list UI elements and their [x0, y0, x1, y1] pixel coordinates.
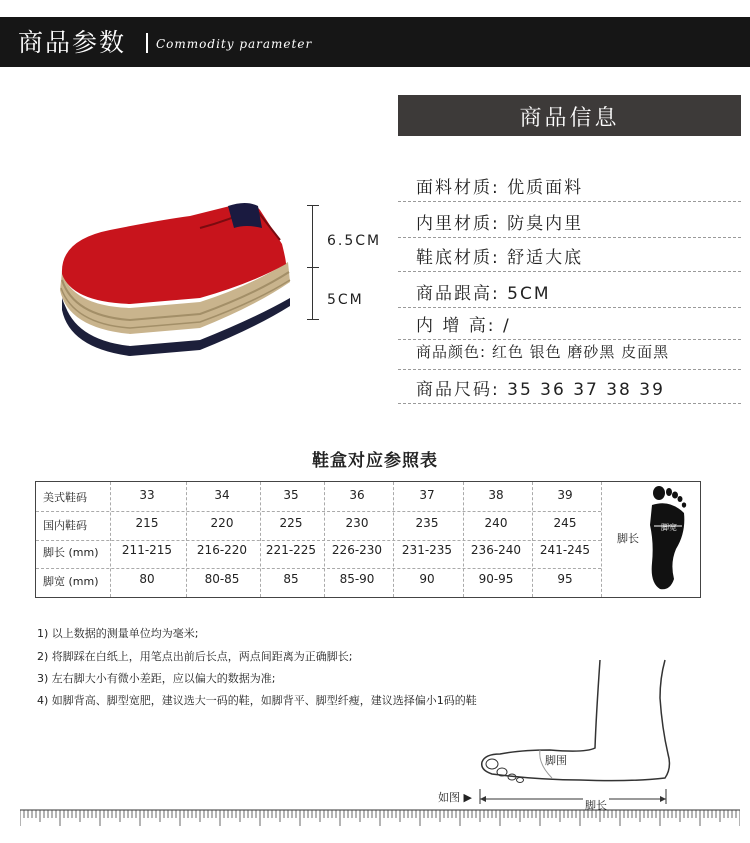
header-title: 商品参数 [18, 28, 127, 57]
size-cell: 211-215 [121, 543, 173, 557]
info-row-text: 商品颜色: 红色 银色 磨砂黑 皮面黑 [416, 343, 670, 361]
info-row [398, 372, 741, 404]
size-cell: 80 [139, 572, 155, 586]
size-cell: 230 [345, 516, 369, 530]
header-divider [146, 33, 148, 53]
size-row-label: 脚长 (mm) [43, 546, 99, 559]
sole-height-label: 5CM [327, 292, 364, 308]
info-row-text: 内里材质: 防臭内里 [416, 214, 584, 234]
size-table-cells [35, 481, 699, 596]
size-cell: 34 [214, 488, 230, 502]
size-cell: 235 [415, 516, 439, 530]
size-cell: 226-230 [331, 543, 383, 557]
info-row-text: 商品尺码: 35 36 37 38 39 [416, 380, 665, 400]
note-item: 2) 将脚踩在白纸上，用笔点出前后长点，两点间距离为正确脚长; [37, 650, 353, 663]
size-cell: 80-85 [204, 572, 240, 586]
header-subtitle: Commodity parameter [156, 37, 313, 51]
info-title: 商品信息 [519, 106, 620, 131]
foot-length-label: 脚长 [617, 532, 639, 545]
shoe-image [50, 198, 295, 363]
info-row [398, 338, 741, 370]
size-row-label: 国内鞋码 [43, 519, 87, 532]
size-cell: 90 [419, 572, 435, 586]
size-cell: 245 [553, 516, 577, 530]
size-cell: 240 [484, 516, 508, 530]
size-cell: 90-95 [478, 572, 514, 586]
note-item: 1) 以上数据的测量单位均为毫米; [37, 627, 199, 640]
size-row-label: 脚宽 (mm) [43, 575, 99, 588]
ruler [20, 808, 740, 830]
size-cell: 37 [419, 488, 435, 502]
info-row-text: 鞋底材质: 舒适大底 [416, 248, 584, 268]
size-cell: 35 [283, 488, 299, 502]
size-cell: 216-220 [196, 543, 248, 557]
size-table-title: 鞋盒对应参照表 [312, 451, 438, 471]
size-row-label: 美式鞋码 [43, 491, 87, 504]
note-item: 3) 左右脚大小有微小差距，应以偏大的数据为准; [37, 672, 276, 685]
size-cell: 225 [279, 516, 303, 530]
size-cell: 39 [557, 488, 573, 502]
size-cell: 231-235 [401, 543, 453, 557]
size-cell: 85 [283, 572, 299, 586]
size-cell: 241-245 [539, 543, 591, 557]
info-row [398, 170, 741, 202]
info-row-text: 面料材质: 优质面料 [416, 178, 584, 198]
size-cell: 38 [488, 488, 504, 502]
see-diagram-label: 如图 ▶ [438, 791, 472, 804]
size-cell: 215 [135, 516, 159, 530]
foot-diagram [420, 658, 720, 808]
length-label: 脚长 [585, 799, 607, 812]
info-row [398, 276, 741, 308]
foot-width-label: 脚宽 [661, 523, 677, 532]
size-cell: 33 [139, 488, 155, 502]
info-row [398, 206, 741, 238]
info-row [398, 308, 741, 340]
foot-sole-icon [640, 483, 690, 593]
info-row-text: 商品跟高: 5CM [416, 284, 551, 304]
size-cell: 236-240 [470, 543, 522, 557]
girth-label: 脚围 [545, 754, 567, 767]
info-row-text: 内 增 高: / [416, 316, 511, 336]
size-cell: 221-225 [265, 543, 317, 557]
info-row [398, 240, 741, 272]
size-cell: 220 [210, 516, 234, 530]
height-bracket [307, 205, 319, 320]
size-cell: 85-90 [339, 572, 375, 586]
size-cell: 95 [557, 572, 573, 586]
upper-height-label: 6.5CM [327, 233, 382, 249]
note-item: 4) 如脚背高、脚型宽肥，建议选大一码的鞋，如脚背平、脚型纤瘦，建议选择偏小1码的鞋 [37, 694, 477, 707]
size-cell: 36 [349, 488, 365, 502]
